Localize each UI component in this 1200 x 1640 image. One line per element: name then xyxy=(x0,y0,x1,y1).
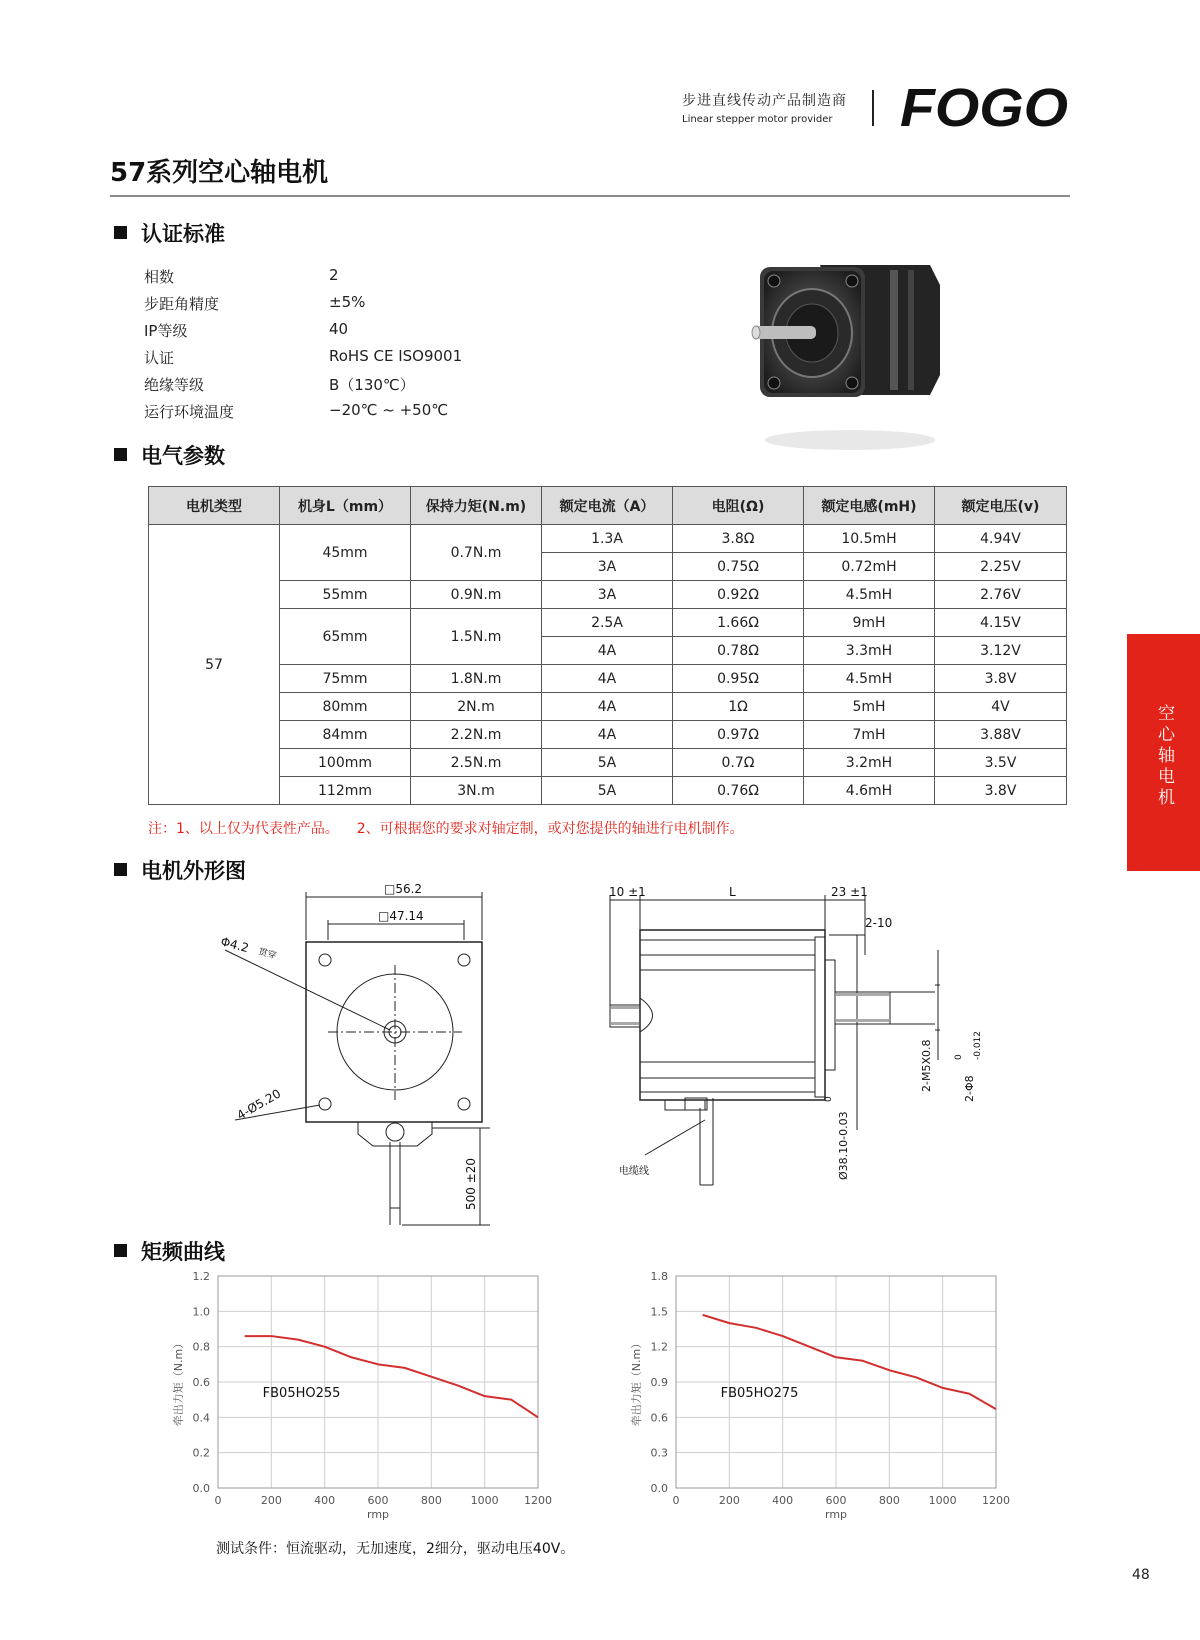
table-header-cell: 保持力矩(N.m) xyxy=(411,487,542,525)
spec-row: 认证 RoHS CE ISO9001 xyxy=(144,347,463,367)
table-cell: 3N.m xyxy=(411,777,542,805)
table-cell: 2.5A xyxy=(542,609,673,637)
table-cell: 5A xyxy=(542,749,673,777)
spec-row: 运行环境温度 −20℃ ~ +50℃ xyxy=(144,401,449,421)
table-cell: 55mm xyxy=(280,581,411,609)
table-header-cell: 额定电流（A） xyxy=(542,487,673,525)
side-view-drawing xyxy=(595,880,995,1240)
table-cell: 2.2N.m xyxy=(411,721,542,749)
table-cell: 4A xyxy=(542,665,673,693)
table-cell: 65mm xyxy=(280,609,411,665)
table-cell: 80mm xyxy=(280,693,411,721)
x-tick-label: 0 xyxy=(672,1494,680,1507)
table-cell: 0.75Ω xyxy=(673,553,804,581)
table-header-cell: 电机类型 xyxy=(149,487,280,525)
table-cell: 100mm xyxy=(280,749,411,777)
x-tick-label: 800 xyxy=(420,1494,442,1507)
table-cell: 84mm xyxy=(280,721,411,749)
y-tick-label: 0.3 xyxy=(650,1446,668,1460)
y-tick-label: 0.6 xyxy=(192,1376,210,1389)
y-tick-label: 0.2 xyxy=(192,1446,210,1460)
boss-tol-top-label: 0 xyxy=(824,1096,834,1102)
table-cell: 4A xyxy=(542,693,673,721)
table-cell: 4.94V xyxy=(935,525,1067,553)
x-tick-label: 800 xyxy=(878,1494,900,1507)
y-tick-label: 0.4 xyxy=(192,1411,210,1425)
table-cell: 0.97Ω xyxy=(673,721,804,749)
table-row xyxy=(149,749,1067,777)
table-cell: 0.92Ω xyxy=(673,581,804,609)
x-tick-label: 400 xyxy=(772,1494,794,1507)
dim-outer-label: □56.2 xyxy=(384,882,423,896)
table-cell: 1.66Ω xyxy=(673,609,804,637)
page-number: 48 xyxy=(1132,1567,1150,1583)
table-cell: 0.95Ω xyxy=(673,665,804,693)
front-view-drawing xyxy=(190,880,520,1230)
table-cell: 4A xyxy=(542,637,673,665)
x-tick-label: 200 xyxy=(260,1494,282,1507)
table-cell: 1.3A xyxy=(542,525,673,553)
hole-through-label: 贯穿 xyxy=(257,947,278,962)
brand-tagline-cn: 步进直线传动产品制造商 xyxy=(682,93,847,109)
table-cell: 9mH xyxy=(804,609,935,637)
section-heading-torque: 矩频曲线 xyxy=(114,1236,225,1266)
torque-chart-fb05ho255 xyxy=(160,1262,580,1540)
y-tick-label: 0.8 xyxy=(192,1340,210,1354)
table-cell: 3.2mH xyxy=(804,749,935,777)
y-tick-label: 0.0 xyxy=(650,1482,668,1495)
table-cell: 0.78Ω xyxy=(673,637,804,665)
brand-tagline-en: Linear stepper motor provider xyxy=(682,114,833,125)
dim-length-label: L xyxy=(729,885,736,899)
table-cell: 75mm xyxy=(280,665,411,693)
y-tick-label: 1.5 xyxy=(650,1305,668,1319)
torque-chart-fb05ho275 xyxy=(618,1262,1038,1540)
y-tick-label: 0.6 xyxy=(650,1411,668,1425)
table-header-cell: 电阻(Ω) xyxy=(673,487,804,525)
table-cell: 3.3mH xyxy=(804,637,935,665)
table-cell: 3.88V xyxy=(935,721,1067,749)
table-cell: 2.5N.m xyxy=(411,749,542,777)
y-tick-label: 1.8 xyxy=(650,1270,668,1283)
electrical-parameters-table xyxy=(148,486,1067,805)
x-axis-label: rmp xyxy=(824,1508,848,1521)
hole-dia-label: Φ4.2 xyxy=(219,934,251,956)
table-cell: 5mH xyxy=(804,693,935,721)
table-cell: 3.8V xyxy=(935,777,1067,805)
table-row xyxy=(149,693,1067,721)
logo-text: FOGO xyxy=(900,80,1068,136)
table-cell: 4V xyxy=(935,693,1067,721)
table-cell: 2.25V xyxy=(935,553,1067,581)
table-row xyxy=(149,609,1067,637)
table-cell: 3.8V xyxy=(935,665,1067,693)
spec-row: 步距角精度 ±5% xyxy=(144,293,366,313)
table-header-cell: 额定电感(mH) xyxy=(804,487,935,525)
dim-shaft-label: 23 ±1 xyxy=(831,885,868,899)
x-tick-label: 400 xyxy=(314,1494,336,1507)
table-cell: 45mm xyxy=(280,525,411,581)
x-tick-label: 0 xyxy=(214,1494,222,1507)
y-tick-label: 0.9 xyxy=(650,1376,668,1389)
hole-tol-top-label: 0 xyxy=(954,1054,964,1060)
table-row xyxy=(149,721,1067,749)
motor-type-cell: 57 xyxy=(149,525,280,805)
thread-label: 2-M5X0.8 xyxy=(920,1039,933,1092)
spec-row: 绝缘等级 B（130℃） xyxy=(144,376,415,394)
table-cell: 0.9N.m xyxy=(411,581,542,609)
y-tick-label: 1.2 xyxy=(650,1340,668,1354)
page-title: 57系列空心轴电机 xyxy=(110,158,329,188)
table-cell: 1.8N.m xyxy=(411,665,542,693)
dim-thread-length-label: 2-10 xyxy=(865,916,893,930)
x-axis-label: rmp xyxy=(366,1508,390,1521)
table-cell: 4.5mH xyxy=(804,665,935,693)
cable-label: 电缆线 xyxy=(619,1166,649,1177)
table-cell: 1.5N.m xyxy=(411,609,542,665)
table-cell: 112mm xyxy=(280,777,411,805)
fogo-logo xyxy=(900,80,1070,136)
x-tick-label: 1000 xyxy=(470,1494,499,1507)
table-cell: 0.7Ω xyxy=(673,749,804,777)
table-cell: 5A xyxy=(542,777,673,805)
x-tick-label: 600 xyxy=(825,1494,847,1507)
table-header-cell: 机身L（mm） xyxy=(280,487,411,525)
dim-front-label: 10 ±1 xyxy=(609,885,646,899)
table-cell: 4.5mH xyxy=(804,581,935,609)
series-label: FB05HO255 xyxy=(262,1385,341,1401)
hole-tol-bottom-label: -0.012 xyxy=(973,1030,983,1060)
section-heading-outline: 电机外形图 xyxy=(114,855,246,885)
table-cell: 1Ω xyxy=(673,693,804,721)
mount-holes-label: 4-Ø5.20 xyxy=(234,1086,284,1123)
table-cell: 3.5V xyxy=(935,749,1067,777)
lead-length-label: 500 ±20 xyxy=(464,1157,478,1210)
x-tick-label: 600 xyxy=(367,1494,389,1507)
table-cell: 4.6mH xyxy=(804,777,935,805)
table-row xyxy=(149,777,1067,805)
table-cell: 3.12V xyxy=(935,637,1067,665)
table-cell: 0.76Ω xyxy=(673,777,804,805)
table-cell: 3.8Ω xyxy=(673,525,804,553)
table-cell: 0.72mH xyxy=(804,553,935,581)
dim-inner-label: □47.14 xyxy=(378,909,424,923)
table-note: 注：1、以上仅为代表性产品。 2、可根据您的要求对轴定制，或对您提供的轴进行电机制作。 xyxy=(148,821,744,837)
y-tick-label: 0.0 xyxy=(192,1482,210,1495)
title-divider xyxy=(110,195,1070,197)
spec-row: IP等级 40 xyxy=(144,320,349,340)
spec-row: 相数 2 xyxy=(144,266,339,286)
series-line xyxy=(245,1336,538,1417)
table-cell: 10.5mH xyxy=(804,525,935,553)
table-row xyxy=(149,581,1067,609)
y-axis-label: 牵出力矩（N.m） xyxy=(172,1337,185,1427)
x-tick-label: 1200 xyxy=(982,1494,1010,1507)
table-cell: 7mH xyxy=(804,721,935,749)
x-tick-label: 1000 xyxy=(928,1494,957,1507)
table-row xyxy=(149,665,1067,693)
brand-divider xyxy=(872,90,874,126)
table-cell: 4.15V xyxy=(935,609,1067,637)
table-cell: 4A xyxy=(542,721,673,749)
side-category-tab xyxy=(1127,634,1200,871)
table-cell: 2.76V xyxy=(935,581,1067,609)
table-cell: 2N.m xyxy=(411,693,542,721)
motor-product-image xyxy=(750,255,950,455)
y-axis-label: 牵出力矩（N.m） xyxy=(630,1337,643,1427)
x-tick-label: 200 xyxy=(718,1494,740,1507)
table-cell: 0.7N.m xyxy=(411,525,542,581)
boss-dia-label: Ø38.10-0.03 xyxy=(837,1111,850,1180)
table-cell: 3A xyxy=(542,553,673,581)
side-tab-label: 空心轴电机 xyxy=(1154,704,1174,809)
section-heading-cert: 认证标准 xyxy=(114,218,225,248)
section-heading-electrical: 电气参数 xyxy=(114,440,225,470)
table-cell: 3A xyxy=(542,581,673,609)
y-tick-label: 1.0 xyxy=(192,1305,210,1319)
x-tick-label: 1200 xyxy=(524,1494,552,1507)
hole-dia-label: 2-Φ8 xyxy=(963,1075,976,1102)
table-row xyxy=(149,525,1067,553)
series-label: FB05HO275 xyxy=(720,1385,799,1401)
test-condition: 测试条件：恒流驱动，无加速度，2细分，驱动电压40V。 xyxy=(216,1541,575,1557)
table-header-row xyxy=(149,487,1067,525)
y-tick-label: 1.2 xyxy=(192,1270,210,1283)
table-header-cell: 额定电压(v) xyxy=(935,487,1067,525)
